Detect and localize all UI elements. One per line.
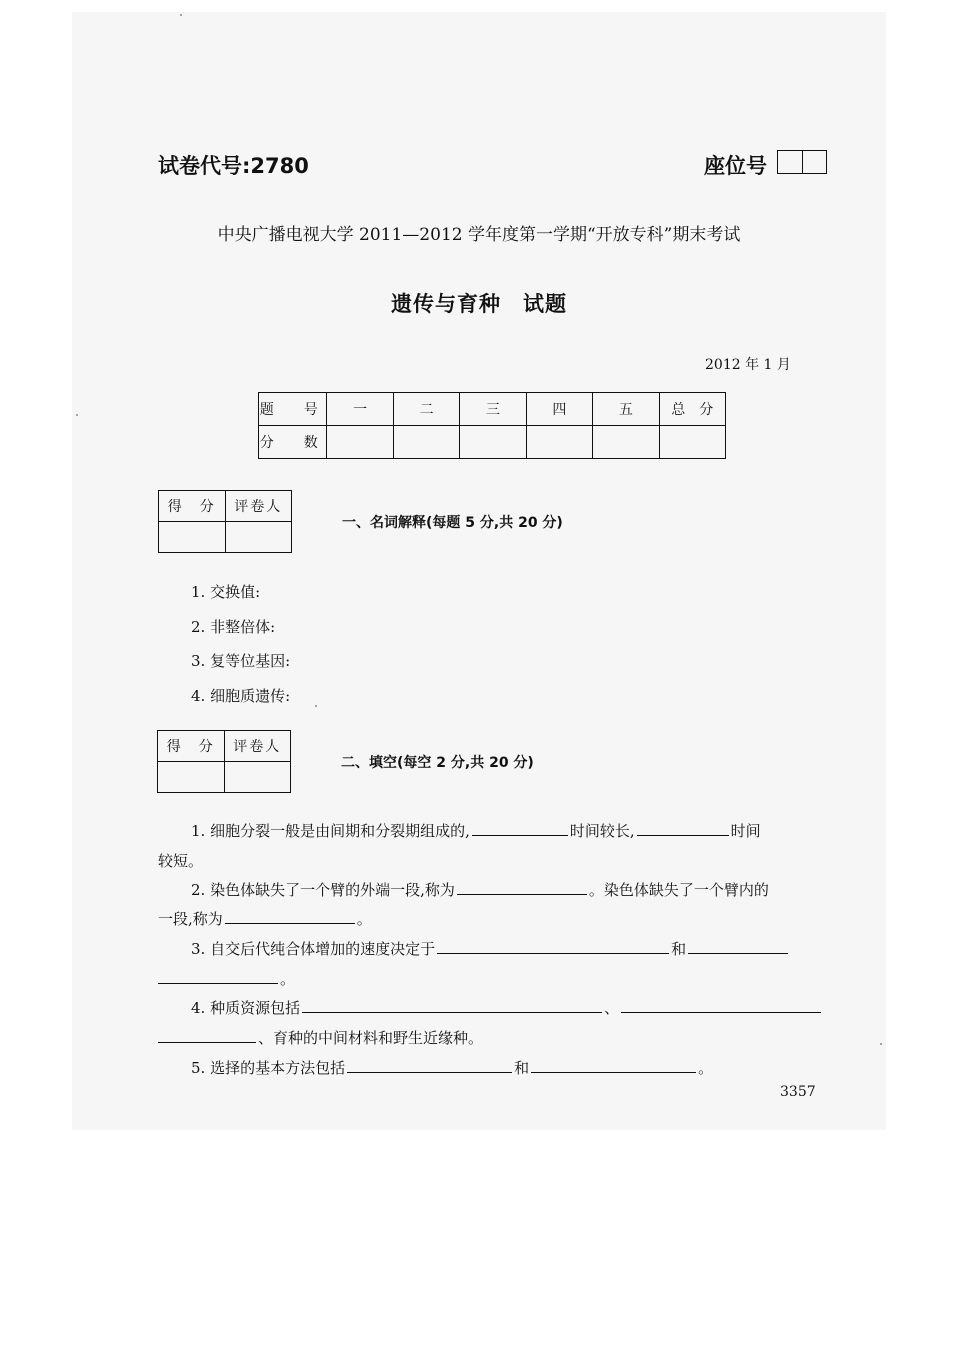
question-text: 和 <box>514 1059 530 1077</box>
score-table-score-row <box>259 426 726 459</box>
question-text: 2. 染色体缺失了一个臂的外端一段,称为 <box>191 881 455 899</box>
score-label: 得 分 <box>158 731 225 762</box>
scan-speck <box>880 1043 882 1045</box>
grader-signature-cell[interactable] <box>225 522 291 553</box>
question-text: 、育种的中间材料和野生近缘种。 <box>258 1029 484 1047</box>
score-cell[interactable] <box>460 426 526 459</box>
section-title: 一、名词解释(每题 5 分,共 20 分) <box>342 515 563 531</box>
grader-label: 评卷人 <box>225 491 291 522</box>
question-text: 。 <box>698 1059 714 1077</box>
paper-code: 试卷代号:2780 <box>158 154 309 178</box>
term-item: 4. 细胞质遗传: <box>191 687 291 705</box>
score-table-header-cell: 三 <box>460 393 526 426</box>
question-text: 5. 选择的基本方法包括 <box>191 1059 346 1077</box>
question-text: 4. 种质资源包括 <box>191 999 301 1017</box>
question-text: 。 <box>356 910 372 928</box>
score-table-header-cell: 总 分 <box>659 393 725 426</box>
score-table <box>258 392 726 459</box>
answer-blank[interactable] <box>688 952 788 954</box>
answer-blank[interactable] <box>472 834 568 836</box>
score-cell[interactable] <box>659 426 725 459</box>
fill-question-2 <box>191 879 769 900</box>
question-text: 时间 <box>730 822 761 840</box>
term-item: 1. 交换值: <box>191 583 261 601</box>
score-row-label: 分 数 <box>259 426 327 459</box>
answer-blank[interactable] <box>347 1071 512 1073</box>
scan-speck <box>76 414 78 416</box>
score-cell[interactable] <box>327 426 393 459</box>
grader-box <box>158 490 292 553</box>
score-table-header-cell: 一 <box>327 393 393 426</box>
grader-box <box>157 730 291 793</box>
question-text: 和 <box>671 940 687 958</box>
seat-number-box[interactable] <box>777 150 827 174</box>
question-text: 。 <box>280 970 296 988</box>
fill-question-4 <box>191 997 823 1018</box>
section-score-cell[interactable] <box>158 762 225 793</box>
question-text: 1. 细胞分裂一般是由间期和分裂期组成的, <box>191 822 470 840</box>
score-cell[interactable] <box>526 426 592 459</box>
term-item: 3. 复等位基因: <box>191 652 291 670</box>
page-number: 3357 <box>780 1084 816 1100</box>
section-score-cell[interactable] <box>159 522 226 553</box>
score-table-header-cell: 五 <box>593 393 659 426</box>
fill-question-3 <box>191 938 790 959</box>
score-table-header-cell: 二 <box>393 393 459 426</box>
answer-blank[interactable] <box>437 952 669 954</box>
question-text: 一段,称为 <box>158 910 223 928</box>
answer-blank[interactable] <box>158 982 278 984</box>
exam-header: 中央广播电视大学 2011—2012 学年度第一学期“开放专科”期末考试 <box>217 225 741 245</box>
answer-blank[interactable] <box>637 834 729 836</box>
fill-question-5 <box>191 1057 713 1078</box>
question-text: 、 <box>604 999 620 1017</box>
question-text: 时间较长, <box>569 822 635 840</box>
seat-label: 座位号 <box>704 154 767 178</box>
fill-question-2-cont <box>158 908 372 929</box>
score-table-header-row <box>259 393 726 426</box>
score-cell[interactable] <box>393 426 459 459</box>
answer-blank[interactable] <box>302 1011 602 1013</box>
answer-blank[interactable] <box>621 1011 821 1013</box>
score-table-header-cell: 四 <box>526 393 592 426</box>
fill-question-3-cont <box>158 968 295 989</box>
question-text: 较短。 <box>158 852 204 870</box>
question-text: 。染色体缺失了一个臂内的 <box>588 881 769 899</box>
term-item: 2. 非整倍体: <box>191 618 276 636</box>
grader-signature-cell[interactable] <box>224 762 290 793</box>
answer-blank[interactable] <box>225 922 355 924</box>
question-text: 3. 自交后代纯合体增加的速度决定于 <box>191 940 436 958</box>
score-label: 得 分 <box>159 491 226 522</box>
exam-title: 遗传与育种 试题 <box>391 292 567 316</box>
exam-date: 2012 年 1 月 <box>705 357 791 373</box>
section-title: 二、填空(每空 2 分,共 20 分) <box>341 755 534 771</box>
scan-speck <box>180 14 182 16</box>
fill-question-1 <box>191 820 761 841</box>
answer-blank[interactable] <box>457 893 587 895</box>
score-table-header-cell: 题 号 <box>259 393 327 426</box>
answer-blank[interactable] <box>531 1071 696 1073</box>
grader-label: 评卷人 <box>224 731 290 762</box>
scan-speck <box>315 705 317 707</box>
answer-blank[interactable] <box>158 1041 256 1043</box>
fill-question-4-cont <box>158 1027 483 1048</box>
score-cell[interactable] <box>593 426 659 459</box>
